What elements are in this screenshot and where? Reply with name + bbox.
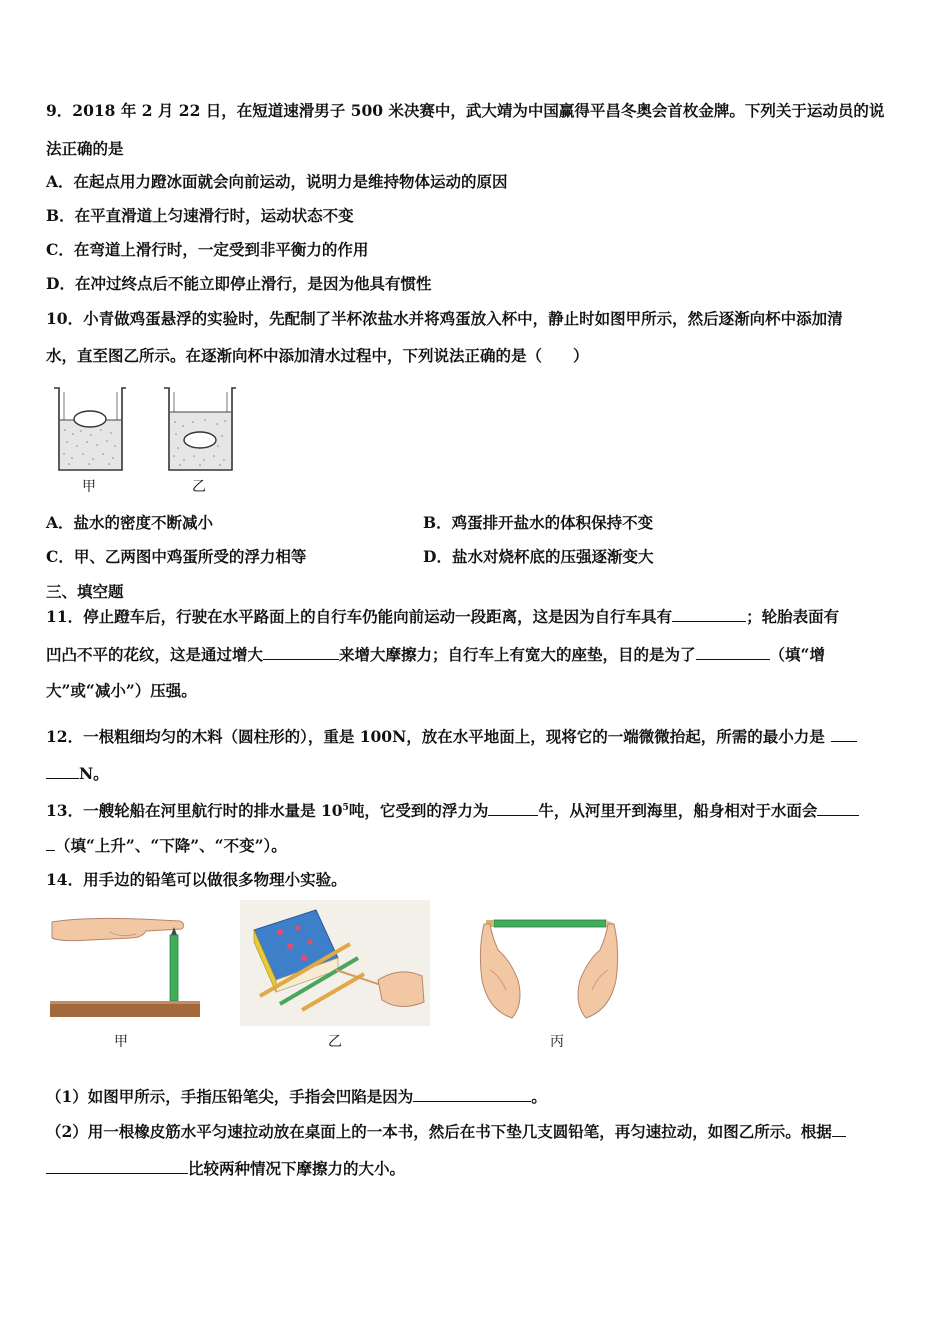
pencil-figure-jia (50, 912, 202, 1024)
q9-stem-line1: 9．2018 年 2 月 22 日，在短道速滑男子 500 米决赛中，武大靖为中国赢得平昌冬奥会首枚金牌。下列关于运动员的说 (46, 101, 885, 120)
fig-label-jia: 甲 (82, 479, 96, 495)
q11-line3: 大”或“减小”）压强。 (46, 681, 197, 700)
q10-option-d: D．盐水对烧杯底的压强逐渐变大 (423, 547, 654, 566)
pencil-figure-yi (240, 900, 430, 1026)
q14-blank-1[interactable] (413, 1085, 531, 1102)
q13-line1: 13．一艘轮船在河里航行时的排水量是 $10^5$吨，它受到的浮力为 牛，从河里开到海里，船身相对于水面会 (46, 797, 910, 822)
q13-blank-2[interactable] (817, 799, 859, 816)
beaker-figure-jia (50, 382, 130, 474)
q12-blank-part1[interactable] (831, 725, 857, 742)
q14-part2-line2: 比较两种情况下摩擦力的大小。 (46, 1157, 910, 1180)
q10-stem-line2: 水，直至图乙所示。在逐渐向杯中添加清水过程中，下列说法正确的是（ ） (46, 346, 589, 365)
q11-blank-3[interactable] (696, 643, 770, 660)
q13-blank-2-cont[interactable] (46, 834, 55, 851)
pencil-figure-bing (470, 910, 628, 1022)
q9-option-a: A．在起点用力蹬冰面就会向前运动，说明力是维持物体运动的原因 (46, 172, 508, 191)
fig-label-bing-14: 丙 (550, 1034, 564, 1050)
q11-blank-1[interactable] (672, 605, 746, 622)
q10-options-row1 (46, 512, 910, 534)
fig-label-yi-14: 乙 (328, 1034, 342, 1050)
beaker-figure-yi (160, 382, 240, 474)
q14-stem: 14．用手边的铅笔可以做很多物理小实验。 (46, 870, 347, 889)
q9-option-c: C．在弯道上滑行时，一定受到非平衡力的作用 (46, 240, 369, 259)
q10-option-c: C．甲、乙两图中鸡蛋所受的浮力相等 (46, 547, 307, 566)
q11-line2: 凹凸不平的花纹，这是通过增大 来增大摩擦力；自行车上有宽大的座垫，目的是为了 （填“增 (46, 645, 825, 664)
q13-line2: （填“上升”、“下降”、“不变”）。 (46, 834, 910, 857)
q14-blank-2-part1[interactable] (832, 1120, 846, 1137)
q10-stem-line1: 10．小青做鸡蛋悬浮的实验时，先配制了半杯浓盐水并将鸡蛋放入杯中，静止时如图甲所示，然后逐渐向杯中添加清 (46, 309, 843, 328)
q11-line1: 11．停止蹬车后，行驶在水平路面上的自行车仍能向前运动一段距离，这是因为自行车具有 ；轮胎表面有 (46, 607, 840, 626)
fig-label-jia-14: 甲 (114, 1034, 128, 1050)
q13-blank-1[interactable] (488, 799, 538, 816)
q9-option-d: D．在冲过终点后不能立即停止滑行，是因为他具有惯性 (46, 274, 432, 293)
q14-blank-2-part2[interactable] (46, 1157, 188, 1174)
q14-part1: （1）如图甲所示，手指压铅笔尖，手指会凹陷是因为 。 (46, 1087, 547, 1106)
q9-stem-line2: 法正确的是 (46, 139, 124, 158)
q10-option-a: A．盐水的密度不断减小 (46, 513, 214, 532)
q14-part2-line1: （2）用一根橡皮筋水平匀速拉动放在桌面上的一本书，然后在书下垫几支圆铅笔，再匀速拉动，如图乙所示。根据 (46, 1120, 910, 1143)
q11-blank-2[interactable] (263, 643, 339, 660)
q12-line2: N。 (46, 762, 910, 785)
section-title: 三、填空题 (46, 582, 124, 601)
q9-option-b: B．在平直滑道上匀速滑行时，运动状态不变 (46, 206, 354, 225)
q12-blank-part2[interactable] (46, 762, 79, 779)
q12-line1: 12．一根粗细均匀的木料（圆柱形的），重是 100N，放在水平地面上，现将它的一端微微抬起，所需的最小力是 (46, 725, 910, 748)
q10-options-row2 (46, 546, 910, 568)
fig-label-yi: 乙 (192, 479, 206, 495)
q10-option-b: B．鸡蛋排开盐水的体积保持不变 (423, 513, 654, 532)
